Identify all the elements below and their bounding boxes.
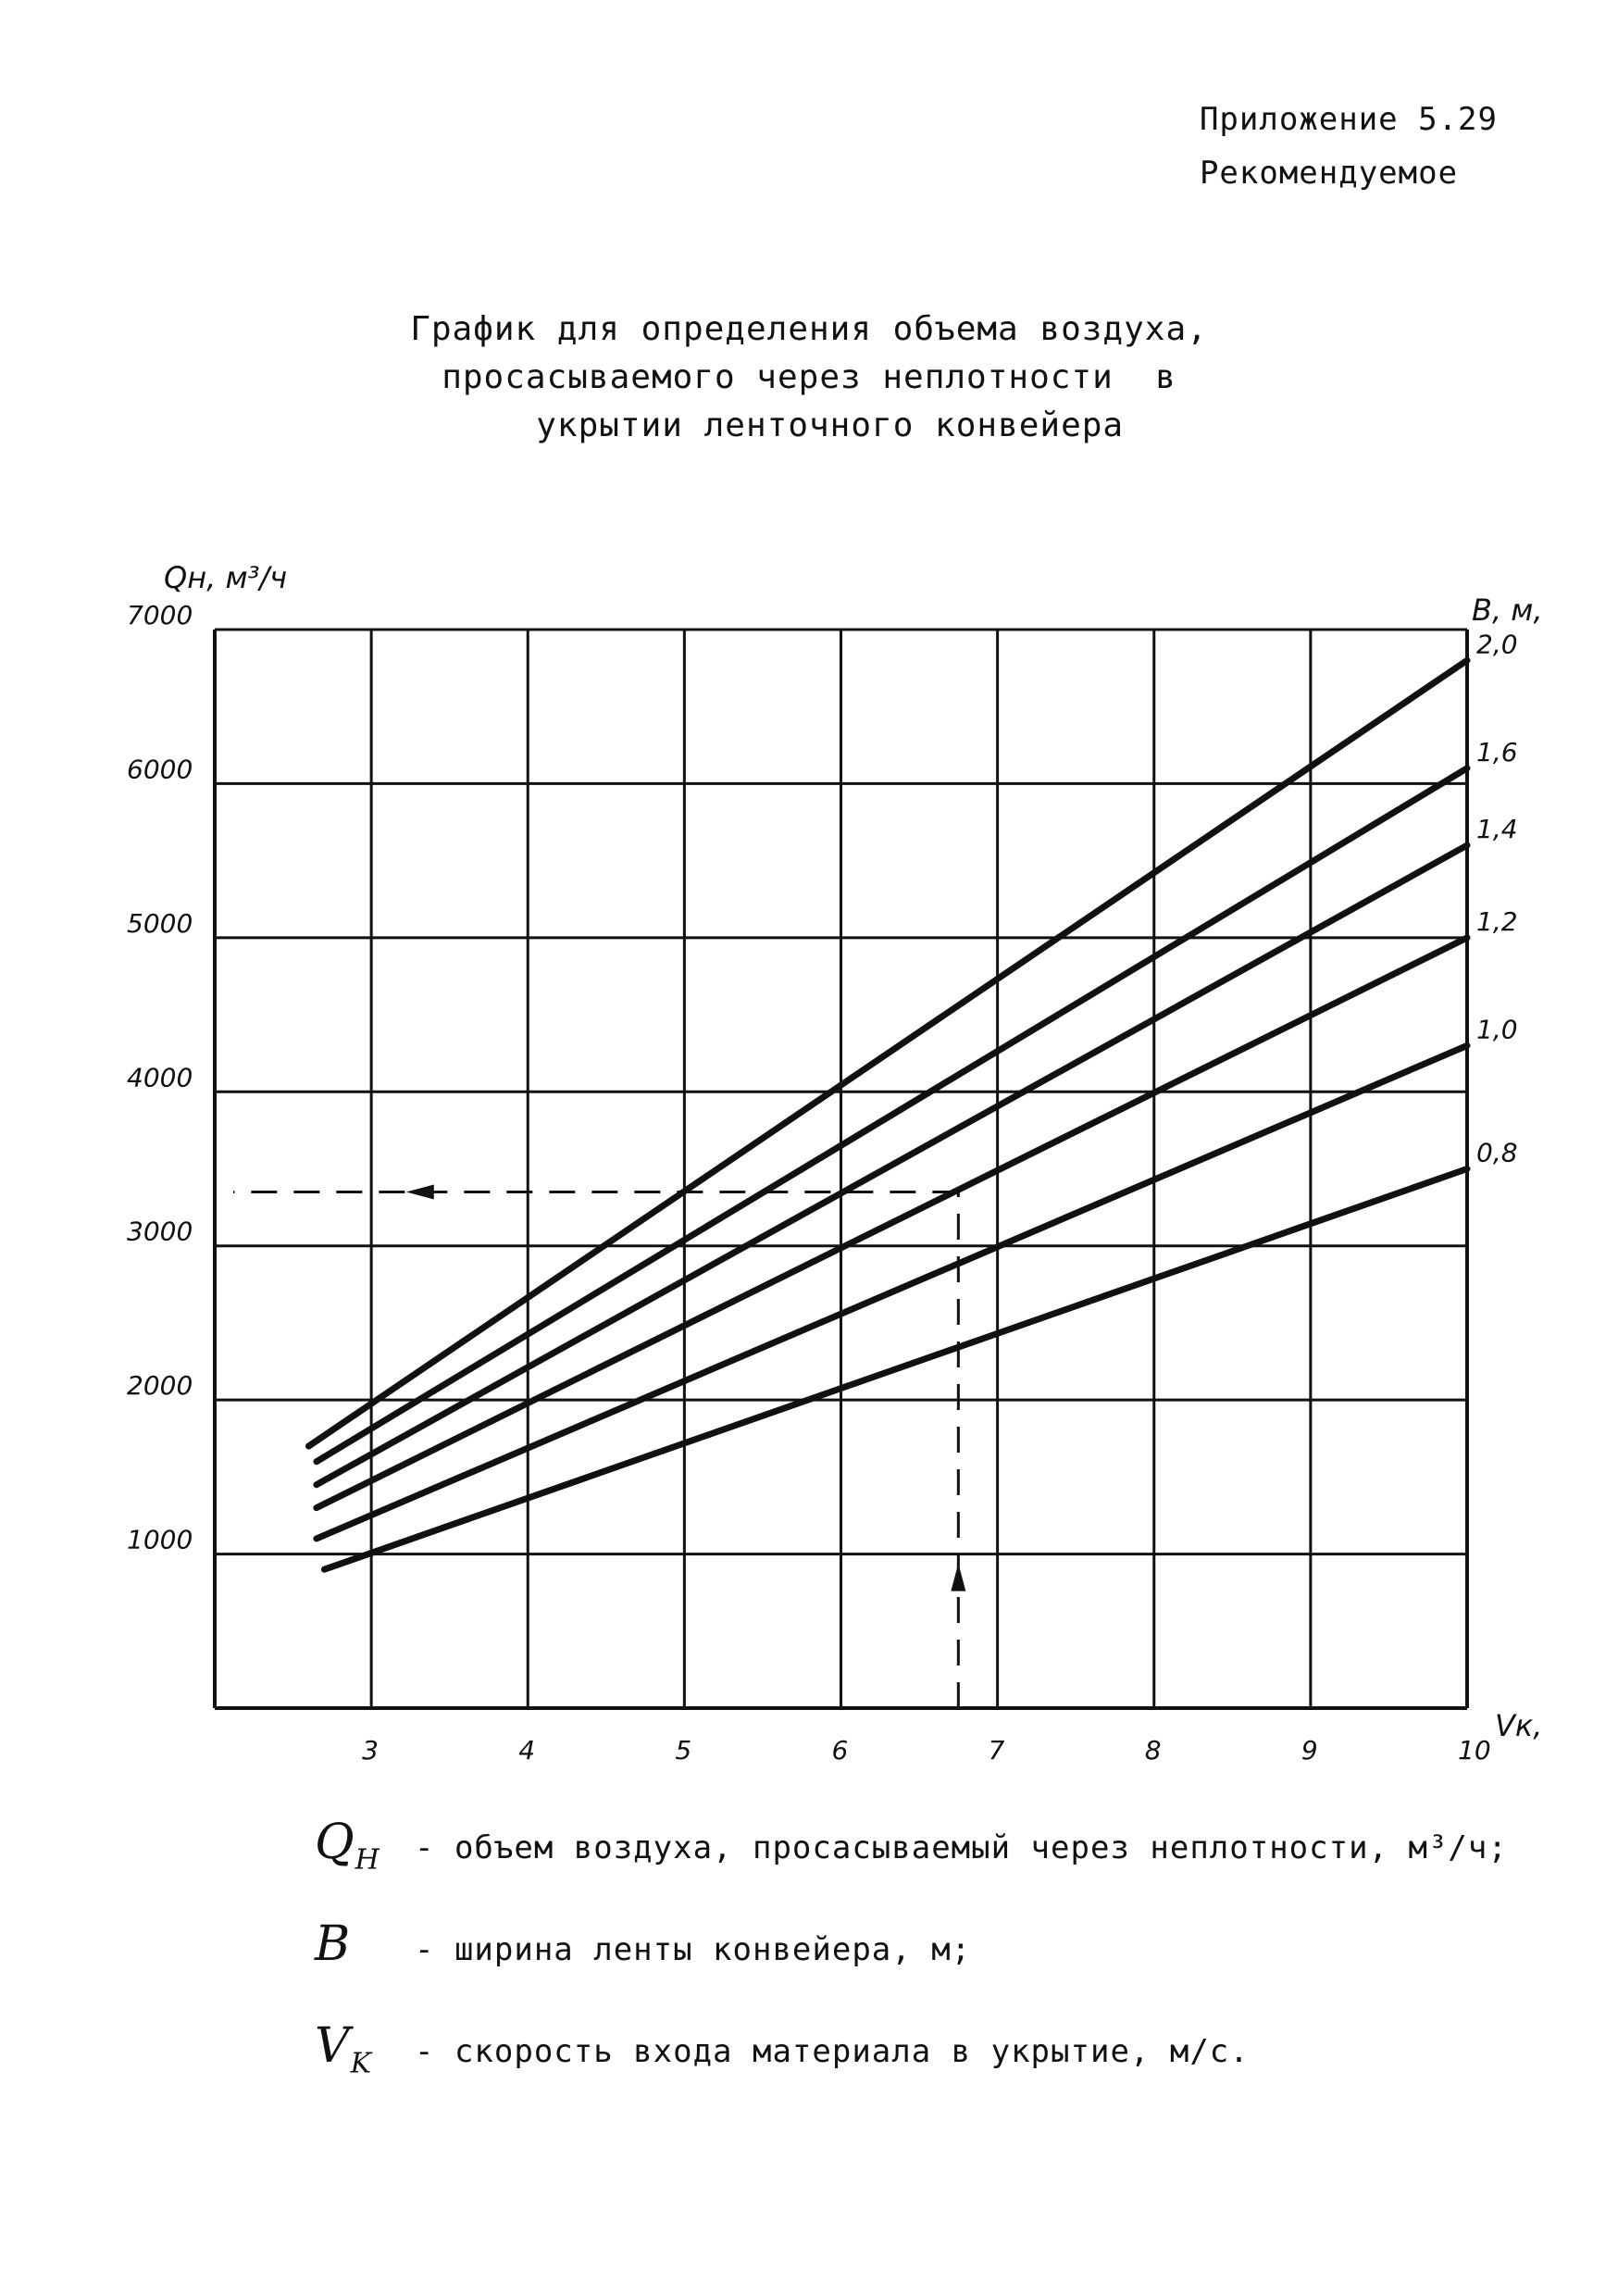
example-left-arrow <box>406 1184 434 1199</box>
series-axis-label: B, м, <box>1472 593 1543 628</box>
series-label-2: 1,4 <box>1476 814 1518 844</box>
title-line-3: укрытии ленточного конвейера <box>493 406 1125 444</box>
y-tick-label-6000: 6000 <box>127 754 193 785</box>
series-label-3: 1,2 <box>1476 905 1518 937</box>
legend-item-v <box>315 2018 1508 2120</box>
y-tick-label-7000: 7000 <box>127 600 193 630</box>
legend-item-b <box>315 1916 1508 2018</box>
series-line-4 <box>317 1045 1467 1539</box>
appendix-status: Рекомендуемое <box>1199 155 1459 192</box>
legend-text-b: - ширина ленты конвейера, м; <box>415 1931 972 1968</box>
x-tick-label-4: 4 <box>518 1735 536 1766</box>
x-tick-label-9: 9 <box>1301 1735 1318 1766</box>
y-tick-label-5000: 5000 <box>127 907 193 939</box>
legend <box>315 1815 1508 2120</box>
appendix-number: Приложение 5.29 <box>1199 101 1498 138</box>
series-line-2 <box>317 845 1467 1485</box>
legend-item-q <box>315 1815 1508 1916</box>
x-axis-label: Vк, <box>1495 1708 1543 1743</box>
title-line-2: просасываемого через неплотности в <box>442 358 1176 396</box>
x-tick-label-8: 8 <box>1144 1735 1162 1766</box>
series-label-0: 2,0 <box>1476 629 1518 660</box>
series-lines <box>308 660 1467 1569</box>
example-up-arrow <box>951 1564 965 1591</box>
y-tick-label-3000: 3000 <box>127 1216 193 1247</box>
series-line-0 <box>308 660 1467 1446</box>
series-line-3 <box>317 938 1467 1508</box>
legend-text-v: - скорость входа материала в укрытие, м/с. <box>415 2033 1250 2070</box>
appendix-note <box>1200 93 1498 200</box>
y-axis-label: Qн, м³/ч <box>164 560 288 595</box>
legend-symbol-q: $Q_H$ <box>315 1815 380 1877</box>
x-tick-label-7: 7 <box>988 1735 1005 1766</box>
x-tick-label-3: 3 <box>362 1735 379 1766</box>
series-line-5 <box>324 1169 1467 1570</box>
title-line-1: График для определения объема воздуха, <box>410 310 1208 348</box>
series-label-5: 0,8 <box>1476 1137 1518 1168</box>
x-tick-label-6: 6 <box>831 1735 849 1766</box>
x-tick-label-10: 10 <box>1458 1735 1491 1766</box>
series-label-1: 1,6 <box>1476 736 1518 767</box>
x-tick-label-5: 5 <box>675 1735 692 1766</box>
y-tick-label-4000: 4000 <box>127 1062 193 1093</box>
legend-symbol-b: B <box>315 1916 352 1972</box>
legend-text-q: - объем воздуха, просасываемый через неплотности, м³/ч; <box>415 1829 1508 1866</box>
y-tick-label-2000: 2000 <box>127 1370 193 1402</box>
series-label-4: 1,0 <box>1476 1014 1518 1045</box>
tick-labels <box>127 600 1518 1766</box>
chart-title <box>0 306 1618 450</box>
legend-symbol-v: $V_K$ <box>315 2018 372 2080</box>
y-tick-label-1000: 1000 <box>127 1524 193 1555</box>
line-chart <box>0 518 1618 1796</box>
series-line-1 <box>317 768 1467 1462</box>
